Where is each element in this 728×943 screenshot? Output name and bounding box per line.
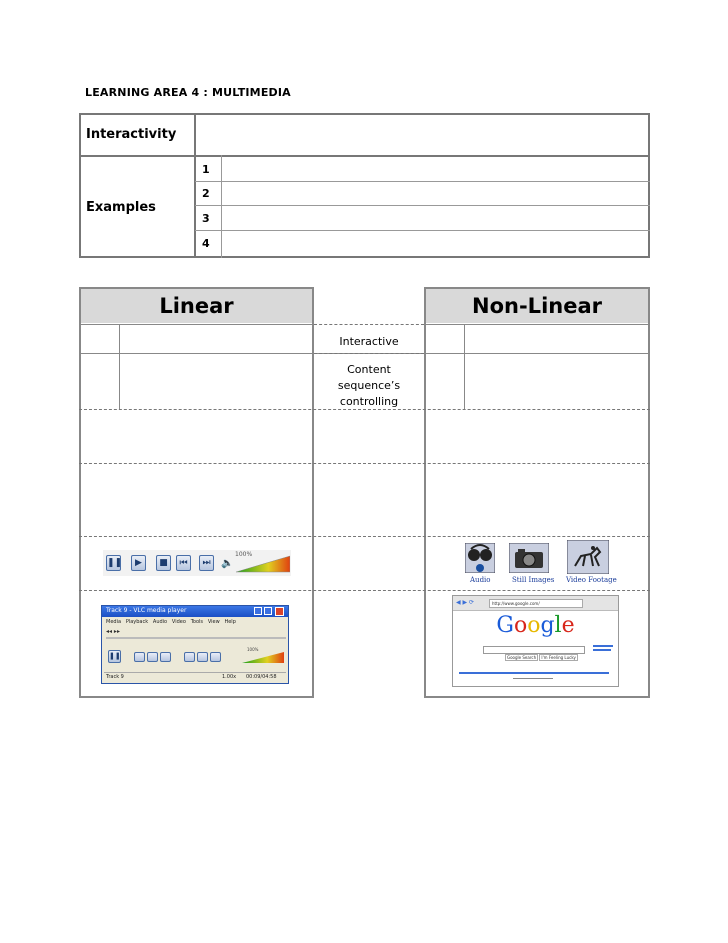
volume-slider-icon: [236, 555, 290, 573]
vlc-menu-media: Media: [106, 619, 122, 625]
vlc-menu-tools: Tools: [190, 619, 204, 625]
vlc-title: Track 9 - VLC media player: [106, 607, 187, 614]
google-logo: Google: [496, 613, 575, 638]
examples-label: Examples: [86, 200, 156, 215]
audio-caption: Audio: [470, 576, 491, 584]
audio-icon: [465, 543, 495, 573]
vlc-next-icon: [160, 652, 171, 662]
volume-label: 100%: [235, 551, 253, 558]
camera-icon: [509, 543, 549, 573]
stop-icon: ■: [156, 555, 171, 571]
vlc-speed: 1.00x: [222, 674, 237, 680]
video-footage-icon: [567, 540, 609, 574]
vlc-extended-icon: [210, 652, 221, 662]
pause-icon: ❚❚: [106, 555, 121, 571]
linear-player-controls-image: [103, 550, 291, 576]
vlc-volume-slider-icon: [242, 652, 284, 664]
google-browser-image: [452, 595, 619, 687]
interactivity-label: Interactivity: [86, 127, 177, 142]
seek-arrows-icon: ◂◂ ▸▸: [106, 628, 120, 635]
video-footage-caption: Video Footage: [566, 576, 617, 584]
vlc-menu-view: View: [207, 619, 220, 625]
speaker-icon: 🔈: [221, 558, 234, 569]
still-images-caption: Still Images: [512, 576, 555, 584]
minimize-icon: [254, 607, 262, 615]
page-heading: LEARNING AREA 4 : MULTIMEDIA: [85, 86, 291, 99]
browser-nav-icon: ◀ ▶ ⟳: [456, 599, 475, 606]
row-label-interactive: Interactive: [339, 335, 399, 348]
next-icon: ⏭: [199, 555, 214, 571]
example-number-4: 4: [202, 237, 210, 250]
vlc-prev-icon: [134, 652, 145, 662]
vlc-playlist-icon: [197, 652, 208, 662]
vlc-status-track: Track 9: [106, 674, 124, 680]
linear-header: Linear: [81, 289, 312, 323]
vlc-menu-video: Video: [171, 619, 186, 625]
vlc-menu-playback: Playback: [125, 619, 149, 625]
vlc-volume-label: 100%: [247, 647, 259, 652]
vlc-menu-audio: Audio: [152, 619, 168, 625]
vlc-menu-help: Help: [224, 619, 236, 625]
google-search-box: [483, 646, 585, 654]
vlc-window-image: [101, 605, 289, 684]
google-lucky-button: I'm Feeling Lucky: [541, 655, 576, 660]
non-linear-header: Non-Linear: [426, 289, 648, 323]
google-search-button: Google Search: [507, 655, 537, 660]
vlc-pause-icon: ❚❚: [108, 650, 121, 663]
maximize-icon: [264, 607, 272, 615]
example-number-2: 2: [202, 187, 210, 200]
browser-address: http://www.google.com/: [489, 599, 583, 608]
media-types-image: [460, 540, 620, 588]
example-number-3: 3: [202, 212, 210, 225]
close-icon: [275, 607, 284, 616]
example-number-1: 1: [202, 163, 210, 176]
play-icon: ▶: [131, 555, 146, 571]
vlc-stop-icon: [147, 652, 158, 662]
previous-icon: ⏮: [176, 555, 191, 571]
vlc-fullscreen-icon: [184, 652, 195, 662]
vlc-time: 00:09/04:58: [246, 674, 277, 680]
row-label-content-sequence: Content sequence’s controlling: [337, 363, 401, 408]
